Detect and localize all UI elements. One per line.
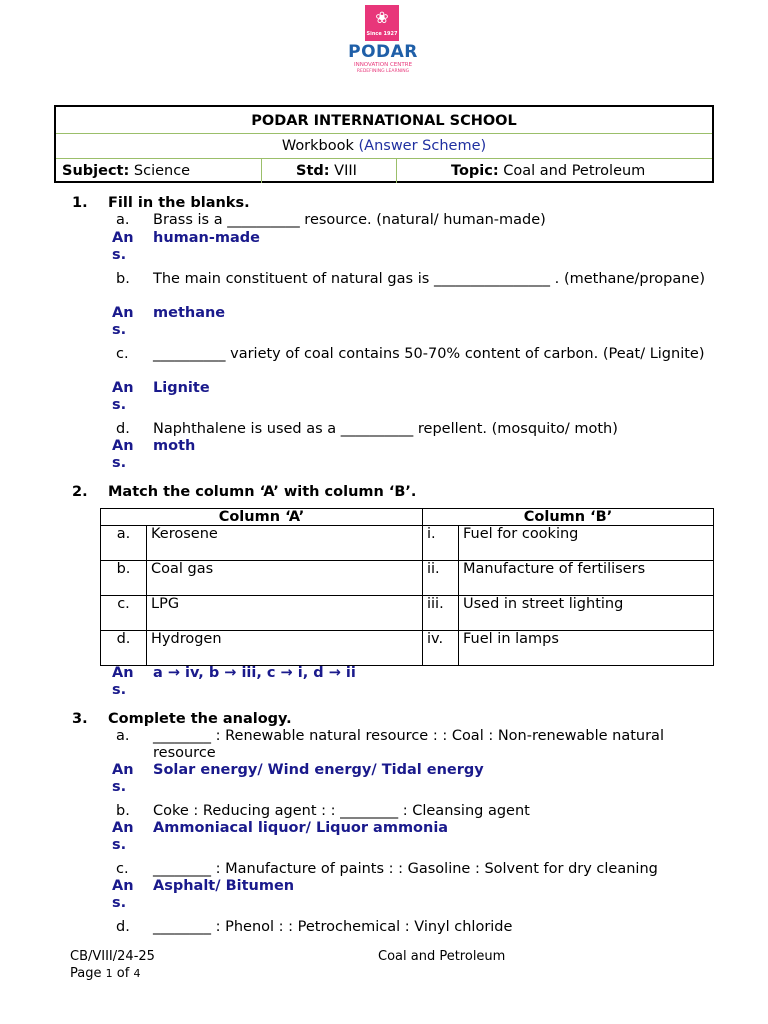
item-letter: a. bbox=[116, 728, 130, 744]
item-letter: a. bbox=[116, 212, 130, 228]
school-name: PODAR INTERNATIONAL SCHOOL bbox=[56, 109, 712, 134]
item-text: ________ : Phenol : : Petrochemical : Vinyl chloride bbox=[153, 919, 513, 935]
table-row bbox=[101, 596, 714, 631]
row-numeral: i. bbox=[423, 526, 459, 561]
column-a-cell: LPG bbox=[147, 596, 423, 631]
footer-code: CB/VIII/24-25 bbox=[70, 949, 155, 964]
answer-text: methane bbox=[153, 305, 226, 321]
logo-name: PODAR bbox=[348, 42, 418, 62]
divider bbox=[396, 159, 397, 183]
ans-label: An s. bbox=[112, 305, 134, 338]
table-row bbox=[101, 631, 714, 666]
answer-scheme-label: (Answer Scheme) bbox=[358, 138, 487, 154]
footer-page: Page 1 of 4 bbox=[70, 966, 141, 981]
item-letter: b. bbox=[116, 803, 130, 819]
row-letter: d. bbox=[101, 631, 147, 666]
column-a-cell: Coal gas bbox=[147, 561, 423, 596]
item-text: The main constituent of natural gas is ________________ . (methane/propane) bbox=[153, 271, 705, 287]
item-text: ________ : Manufacture of paints : : Gasoline : Solvent for dry cleaning bbox=[153, 861, 658, 877]
ans-label: An s. bbox=[112, 665, 134, 698]
ans-label: An s. bbox=[112, 230, 134, 263]
row-numeral: ii. bbox=[423, 561, 459, 596]
logo-badge bbox=[365, 5, 399, 41]
column-b-cell: Fuel for cooking bbox=[459, 526, 714, 561]
answer-text: Asphalt/ Bitumen bbox=[153, 878, 295, 894]
logo-since: Since 1927 bbox=[366, 31, 398, 37]
workbook-title bbox=[56, 134, 712, 159]
logo-tagline: REDEFINING LEARNING bbox=[356, 69, 410, 74]
answer-text: moth bbox=[153, 438, 196, 454]
item-letter: c. bbox=[116, 346, 129, 362]
column-a-cell: Kerosene bbox=[147, 526, 423, 561]
row-letter: b. bbox=[101, 561, 147, 596]
item-text: Coke : Reducing agent : : ________ : Cleansing agent bbox=[153, 803, 530, 819]
column-b-cell: Fuel in lamps bbox=[459, 631, 714, 666]
match-table bbox=[100, 508, 714, 666]
footer-topic: Coal and Petroleum bbox=[378, 949, 506, 964]
question-title: Match the column ‘A’ with column ‘B’. bbox=[108, 484, 417, 500]
table-row bbox=[101, 561, 714, 596]
column-a-cell: Hydrogen bbox=[147, 631, 423, 666]
question-number: 1. bbox=[72, 195, 88, 211]
answer-text: a → iv, b → iii, c → i, d → ii bbox=[153, 665, 356, 681]
ans-label: An s. bbox=[112, 878, 134, 911]
column-b-cell: Manufacture of fertilisers bbox=[459, 561, 714, 596]
question-number: 3. bbox=[72, 711, 88, 727]
item-text: __________ variety of coal contains 50-70% content of carbon. (Peat/ Lignite) bbox=[153, 346, 705, 362]
item-text: Naphthalene is used as a __________ repellent. (mosquito/ moth) bbox=[153, 421, 618, 437]
ans-label: An s. bbox=[112, 380, 134, 413]
column-b-header: Column ‘B’ bbox=[423, 509, 714, 526]
item-letter: d. bbox=[116, 919, 130, 935]
item-letter: d. bbox=[116, 421, 130, 437]
school-logo bbox=[340, 5, 426, 77]
ans-label: An s. bbox=[112, 820, 134, 853]
row-letter: c. bbox=[101, 596, 147, 631]
tree-icon: ❀ bbox=[375, 8, 389, 27]
workbook-label: Workbook bbox=[281, 138, 354, 154]
question-title: Fill in the blanks. bbox=[108, 195, 250, 211]
item-text: Brass is a __________ resource. (natural/ human-made) bbox=[153, 212, 546, 228]
answer-text: Ammoniacal liquor/ Liquor ammonia bbox=[153, 820, 449, 836]
answer-text: Lignite bbox=[153, 380, 210, 396]
subject-cell: Subject: Science bbox=[62, 163, 191, 179]
answer-text: human-made bbox=[153, 230, 260, 246]
divider bbox=[261, 159, 262, 183]
table-header-row bbox=[101, 509, 714, 526]
question-number: 2. bbox=[72, 484, 88, 500]
item-letter: c. bbox=[116, 861, 129, 877]
question-title: Complete the analogy. bbox=[108, 711, 292, 727]
answer-text: Solar energy/ Wind energy/ Tidal energy bbox=[153, 762, 484, 778]
column-b-cell: Used in street lighting bbox=[459, 596, 714, 631]
ans-label: An s. bbox=[112, 762, 134, 795]
topic-cell: Topic: Coal and Petroleum bbox=[451, 163, 646, 179]
row-letter: a. bbox=[101, 526, 147, 561]
row-numeral: iv. bbox=[423, 631, 459, 666]
info-row bbox=[56, 159, 712, 183]
item-letter: b. bbox=[116, 271, 130, 287]
ans-label: An s. bbox=[112, 438, 134, 471]
header-table bbox=[54, 105, 714, 183]
table-row bbox=[101, 526, 714, 561]
row-numeral: iii. bbox=[423, 596, 459, 631]
item-text: ________ : Renewable natural resource : : Coal : Non-renewable natural resource bbox=[153, 728, 664, 761]
column-a-header: Column ‘A’ bbox=[101, 509, 423, 526]
logo-subtitle: INNOVATION CENTRE bbox=[353, 62, 413, 68]
std-cell: Std: VIII bbox=[296, 163, 357, 179]
